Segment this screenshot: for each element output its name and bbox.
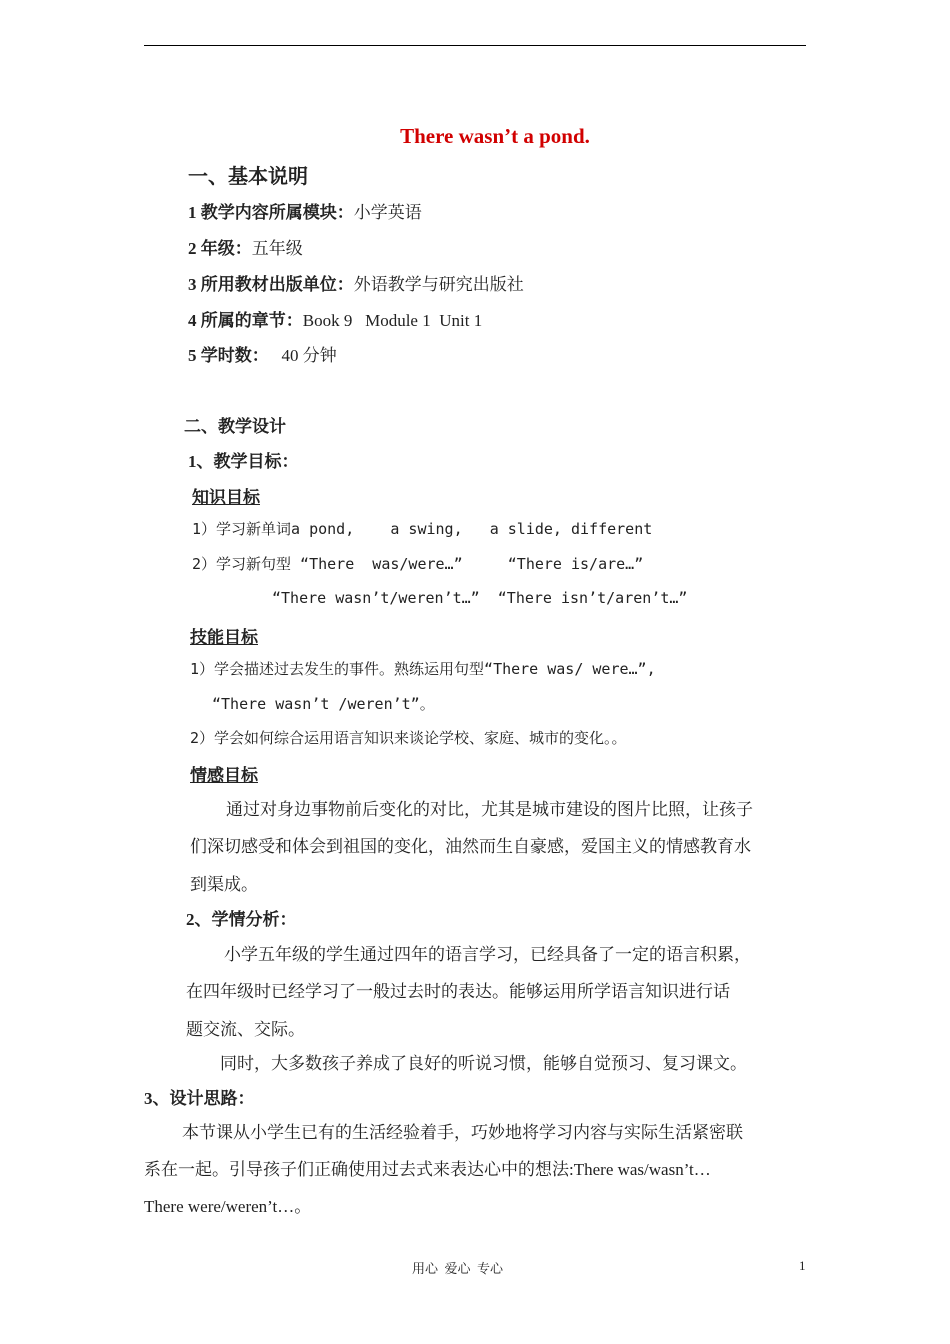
- info-item-publisher: [188, 270, 524, 295]
- goals-heading: 1、教学目标：: [188, 452, 299, 471]
- info-value: 小学英语: [353, 203, 422, 222]
- emotion-line: 们深切感受和体会到祖国的变化，油然而生自豪感，爱国主义的情感教育水: [190, 837, 751, 856]
- emotion-heading: 情感目标: [190, 766, 258, 785]
- skill-item-1-cont: “There wasn’t /weren’t”。: [212, 695, 435, 713]
- knowledge-heading: 知识目标: [192, 488, 260, 507]
- page-number: 1: [799, 1258, 806, 1273]
- design-line: 系在一起。引导孩子们正确使用过去式来表达心中的想法:There was/wasn’t…: [144, 1160, 711, 1179]
- analysis-heading: 2、学情分析：: [186, 910, 297, 929]
- info-value: Book 9 Module 1 Unit 1: [302, 311, 483, 330]
- info-item-module: [188, 198, 422, 223]
- info-label: 2 年级：: [188, 239, 252, 258]
- knowledge-item-2-cont: “There wasn’t/weren’t…” “There isn’t/aren’t…”: [272, 589, 688, 607]
- design-line: 本节课从小学生已有的生活经验着手，巧妙地将学习内容与实际生活紧密联: [182, 1123, 743, 1142]
- skill-item-2: 2）学会如何综合运用语言知识来谈论学校、家庭、城市的变化。。: [190, 729, 627, 747]
- knowledge-item-2: 2）学习新句型 “There was/were…” “There is/are…”: [192, 555, 644, 573]
- section2-heading: 二、教学设计: [184, 417, 286, 436]
- info-item-hours: [188, 341, 337, 366]
- design-heading: 3、设计思路：: [144, 1089, 255, 1108]
- info-label: 4 所属的章节：: [188, 311, 303, 330]
- info-label: 1 教学内容所属模块：: [188, 203, 354, 222]
- info-label: 3 所用教材出版单位：: [188, 275, 354, 294]
- header-rule: [144, 45, 806, 46]
- info-item-chapter: [188, 306, 482, 331]
- analysis-line: 题交流、交际。: [186, 1020, 305, 1039]
- analysis-line: 小学五年级的学生通过四年的语言学习，已经具备了一定的语言积累，: [224, 945, 751, 964]
- skill-heading: 技能目标: [190, 628, 258, 647]
- section1-heading: 一、基本说明: [188, 166, 308, 188]
- analysis-line: 在四年级时已经学习了一般过去时的表达。能够运用所学语言知识进行话: [186, 982, 730, 1001]
- emotion-line: 到渠成。: [190, 875, 258, 894]
- document-title: There wasn’t a pond.: [400, 124, 590, 148]
- emotion-line: 通过对身边事物前后变化的对比，尤其是城市建设的图片比照，让孩子: [226, 800, 753, 819]
- analysis-line: 同时，大多数孩子养成了良好的听说习惯，能够自觉预习、复习课文。: [220, 1054, 747, 1073]
- info-item-grade: [188, 234, 303, 259]
- info-label: 5 学时数：: [188, 346, 269, 365]
- info-value: 外语教学与研究出版社: [353, 275, 524, 294]
- info-value: 五年级: [251, 239, 303, 258]
- info-value: 40 分钟: [268, 346, 337, 365]
- design-line: There were/weren’t…。: [144, 1197, 312, 1216]
- knowledge-item-1: 1）学习新单词a pond, a swing, a slide, different: [192, 520, 653, 538]
- skill-item-1: 1）学会描述过去发生的事件。熟练运用句型“There was/ were…”,: [190, 660, 656, 678]
- footer-slogan: 用心 爱心 专心: [412, 1261, 504, 1276]
